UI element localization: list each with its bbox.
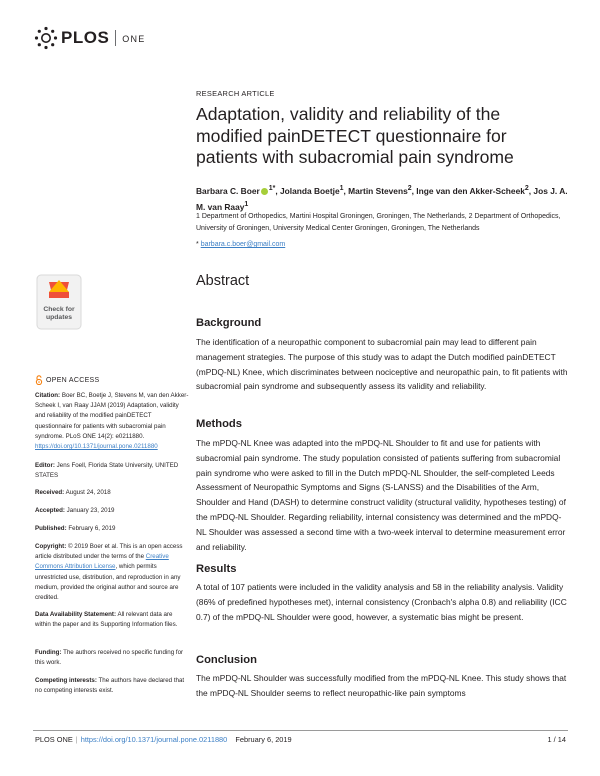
page-footer [35, 735, 292, 744]
email-mark: * [196, 241, 199, 248]
published-block [35, 524, 189, 534]
orcid-icon[interactable] [261, 188, 268, 195]
results-text: A total of 107 patients were included in the validity analysis and 58 in the reliability analysis. Validity (86% of predefined hypotheses met), internal consistency (Cronbach's alpha 0.8) and reliability (ICC 0.7) of the mPDQ-NL Shoulder were good, however, a systematic bias might be present. [196, 582, 567, 622]
funding-block [35, 648, 189, 668]
editor-label: Editor: [35, 462, 55, 469]
funding-text: The authors received no specific funding for this work. [35, 649, 184, 667]
citation-doi-link[interactable]: https://doi.org/10.1371/journal.pone.0211880 [35, 443, 158, 451]
abstract-heading: Abstract [196, 273, 250, 289]
author-affil-sup: 2 [407, 185, 412, 192]
background-text: The identification of a neuropathic component to subacromial pain may lead to different pain management strategies. The purpose of this study was to adapt the Dutch modified painDETECT (mPDQ-NL) Knee, which discriminates between nociceptive and neuropathic pain, to fit patients with subacromial pain syndrome and subsequently assess its validity and reliability. [196, 337, 568, 392]
data-availability-label: Data Availability Statement: [35, 611, 117, 618]
article-type: RESEARCH ARTICLE [196, 89, 275, 98]
plos-logo-icon [34, 26, 58, 50]
accepted-date: January 23, 2019 [66, 507, 115, 514]
corresponding-mark: * [272, 185, 276, 192]
results-heading: Results [196, 563, 237, 575]
received-block [35, 488, 189, 498]
author-affil-sup: 2 [524, 185, 529, 192]
received-label: Received: [35, 489, 65, 496]
license-link[interactable]: Creative Commons Attribution License [35, 553, 169, 571]
article-title: Adaptation, validity and reliability of the modified painDETECT questionnaire for patients with subacromial pain syndrome [196, 104, 514, 167]
accepted-label: Accepted: [35, 507, 65, 514]
funding-label: Funding: [35, 649, 62, 656]
author-affil-sup: 1 [244, 200, 249, 208]
email-link[interactable]: barbara.c.boer@gmail.com [200, 241, 286, 248]
copyright-text-2: , which permits unrestricted use, distribution, and reproduction in any medium, provided the original author and source are credited. [35, 563, 181, 602]
data-availability-text: All relevant data are within the paper and its Supporting Information files. [35, 611, 178, 629]
logo-plos-text: PLOS [61, 28, 110, 47]
copyright-block [35, 542, 189, 603]
footer-doi-link[interactable]: https://doi.org/10.1371/journal.pone.0211880 [80, 735, 228, 744]
published-date: February 6, 2019 [68, 525, 116, 532]
published-label: Published: [35, 525, 67, 532]
background-heading: Background [196, 317, 262, 329]
data-availability-block [35, 610, 189, 630]
methods-heading: Methods [196, 418, 242, 430]
author-name[interactable]: , Jos J. A. M. van Raay [196, 185, 568, 212]
author-name[interactable]: , Jolanda Boetje [275, 185, 340, 196]
page-number: 1 / 14 [547, 735, 566, 744]
plos-one-logo [34, 26, 145, 50]
editor-text: Jens Foell, Florida State University, UNITED STATES [35, 462, 179, 480]
author-name[interactable]: , Inge van den Akker-Scheek [411, 185, 525, 196]
conclusion-text: The mPDQ-NL Shoulder was successfully modified from the mPDQ-NL Knee. This study shows that the mPDQ-NL Shoulder seems to reflect neuropathic-like pain symptoms [196, 673, 567, 698]
corresponding-email [196, 241, 285, 248]
footer-date: February 6, 2019 [235, 735, 292, 744]
footer-journal: PLOS ONE [35, 735, 73, 744]
competing-interests-text: The authors have declared that no competing interests exist. [35, 677, 185, 695]
footer-divider [33, 730, 568, 731]
citation-text: Boer BC, Boetje J, Stevens M, van den Akker-Scheek I, van Raay JJAM (2019) Adaptation, validity and reliability of the modified painDETECT questionnaire for patients with subacromial pain syndrome. PLoS ONE 14(2): e0211880. [35, 392, 189, 440]
author-affil-sup: 1 [268, 185, 273, 192]
conclusion-heading: Conclusion [196, 654, 257, 666]
author-name[interactable]: , Martin Stevens [343, 185, 408, 196]
author-name[interactable]: Barbara C. Boer [196, 185, 260, 196]
copyright-label: Copyright: [35, 543, 67, 550]
footer-separator: | [75, 735, 78, 744]
author-list [196, 182, 568, 214]
logo-one-text: ONE [122, 34, 146, 44]
author-affil-sup: 1 [339, 185, 344, 192]
open-access-badge [35, 375, 99, 385]
competing-interests-block [35, 676, 189, 696]
check-for-updates-label[interactable]: Check for updates [43, 306, 75, 321]
citation-label: Citation: [35, 392, 61, 399]
received-date: August 24, 2018 [65, 489, 111, 496]
open-access-label: OPEN ACCESS [46, 376, 100, 384]
competing-interests-label: Competing interests: [35, 677, 97, 684]
logo-divider [115, 30, 116, 46]
methods-text: The mPDQ-NL Knee was adapted into the mPDQ-NL Shoulder to fit and use for patients with subacromial pain syndrome. The study population consisted of patients suffering from subacromial pain syndrome who were asked to fill in the Dutch mPDQ-NL Shoulder, the self-completed Leeds Assessment of Neuropathic Symptoms and Signs (S-LANSS) and the Disabilities of the Arm, Shoulder and Hand (DASH) to determine construct validity (structural validity, hypotheses testing) of the mPDQ-NL Shoulder. Regarding reliability, internal consistency was determined and the mPDQ-NL Shoulder was assessed a second time with a two-week interval to determine measurement error and reliability. [196, 438, 566, 552]
citation-block [35, 391, 189, 452]
copyright-text: © 2019 Boer et al. This is an open access article distributed under the terms of the [35, 543, 183, 561]
accepted-block [35, 506, 189, 516]
editor-block [35, 461, 189, 481]
affiliations: 1 Department of Orthopedics, Martini Hospital Groningen, Groningen, The Netherlands, 2 Department of Orthopedics, University of Groningen, University Medical Center Groningen, Groningen, The Netherlands [196, 213, 561, 232]
open-lock-icon [35, 375, 43, 385]
